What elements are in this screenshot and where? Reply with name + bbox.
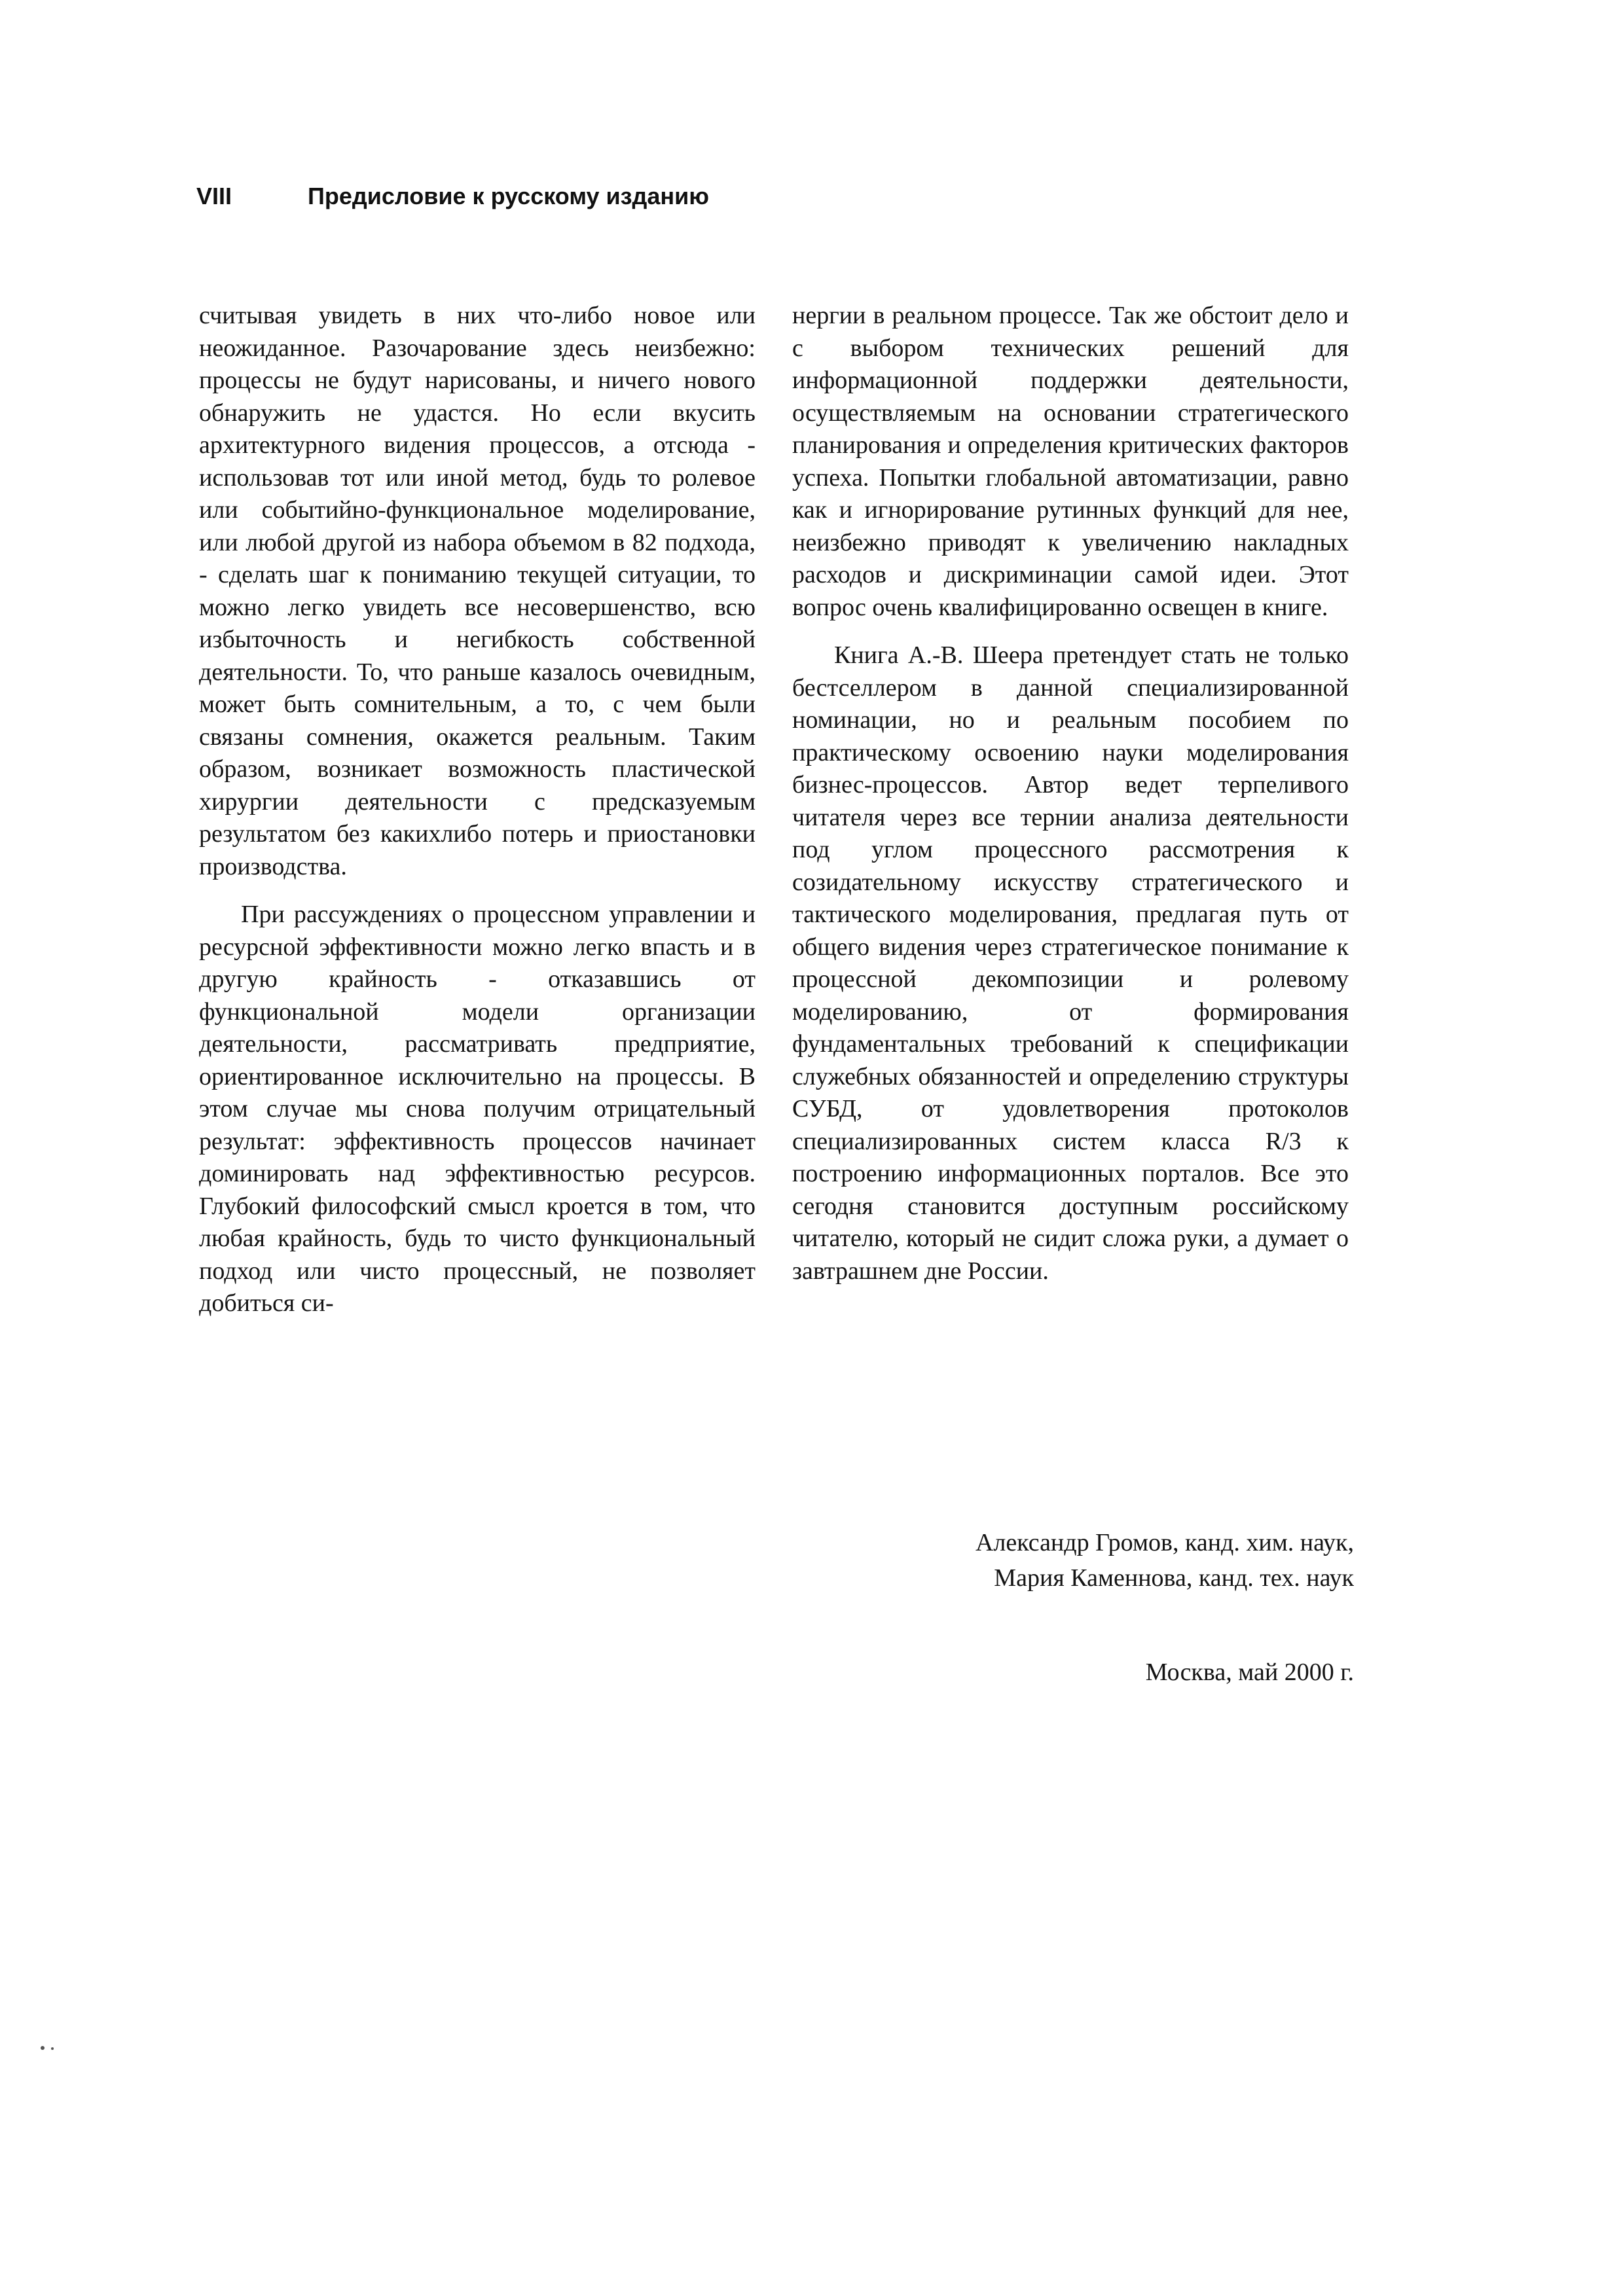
author-line-2: Мария Каменнова, канд. тех. наук	[994, 1564, 1354, 1592]
paragraph: нергии в реальном процессе. Так же обстоит дело и с выбором технических решений для информационной поддержки деятельности, осуществляемым на основании стратегического планирования и определения критических факторов успеха. Попытки глобальной автоматизации, равно как и игнорирование рутинных функций для нее, неизбежно приводят к увеличению накладных расходов и дискриминации самой идеи. Этот вопрос очень квалифицированно освещен в книге.	[792, 302, 1349, 621]
paragraph: Книга А.-В. Шеера претендует стать не только бестселлером в данной специализированной номинации, но и реальным пособием по практическому освоению науки моделирования бизнес-процессов. Автор ведет терпеливого читателя через все тернии анализа деятельности под углом процессного рассмотрения к созидательному искусству стратегического и тактического моделирования, предлагая путь от общего видения через стратегическое понимание к процессной декомпозиции и ролевому моделированию, от формирования фундаментальных требований к спецификации служебных обязанностей и определению структуры СУБД, от удовлетворения протоколов специализированных систем класса R/3 к построению информационных порталов. Все это сегодня становится доступным российскому читателю, который не сидит сложа руки, а думает о завтрашнем дне России.	[792, 641, 1349, 1285]
paragraph: При рассуждениях о процессном управлении и ресурсной эффективности можно легко впасть и в другую крайность - отказавшись от функциональной модели организации деятельности, рассматривать предприятие, ориентированное исключительно на процессы. В этом случае мы снова получим отрицательный результат: эффективность процессов начинает доминировать над эффективностью ресурсов. Глубокий философский смысл кроется в том, что любая крайность, будь то чисто функциональный подход или чисто процессный, не позволяет добиться си-	[199, 901, 756, 1317]
running-title: Предисловие к русскому изданию	[308, 183, 710, 209]
paragraph: считывая увидеть в них что-либо новое или неожиданное. Разочарование здесь неизбежно: процессы не будут нарисованы, и ничего нового обнаружить не удастся. Но если вкусить архитектурного видения процессов, а отсюда - использовав тот или иной метод, будь то ролевое или событийно-функциональное моделирование, или любой другой из набора объемом в 82 подхода, - сделать шаг к пониманию текущей ситуации, то можно легко увидеть все несовершенство, всю избыточность и негибкость собственной деятельности. То, что раньше казалось очевидным, может быть сомнительным, а то, с чем были связаны сомнения, окажется реальным. Таким образом, возникает возможность пластической хирургии деятельности с предсказуемым результатом без какихлибо потерь и приостановки производства.	[199, 302, 756, 880]
signature-block	[976, 1525, 1354, 1596]
page-number: VIII	[196, 183, 232, 209]
left-column	[199, 300, 756, 1320]
running-head	[196, 178, 1440, 215]
place-date: Москва, май 2000 г.	[1145, 1659, 1354, 1686]
author-line-1: Александр Громов, канд. хим. наук,	[975, 1529, 1354, 1556]
scan-speck	[41, 2046, 45, 2050]
right-column	[792, 300, 1349, 1287]
scan-speck	[51, 2047, 54, 2050]
